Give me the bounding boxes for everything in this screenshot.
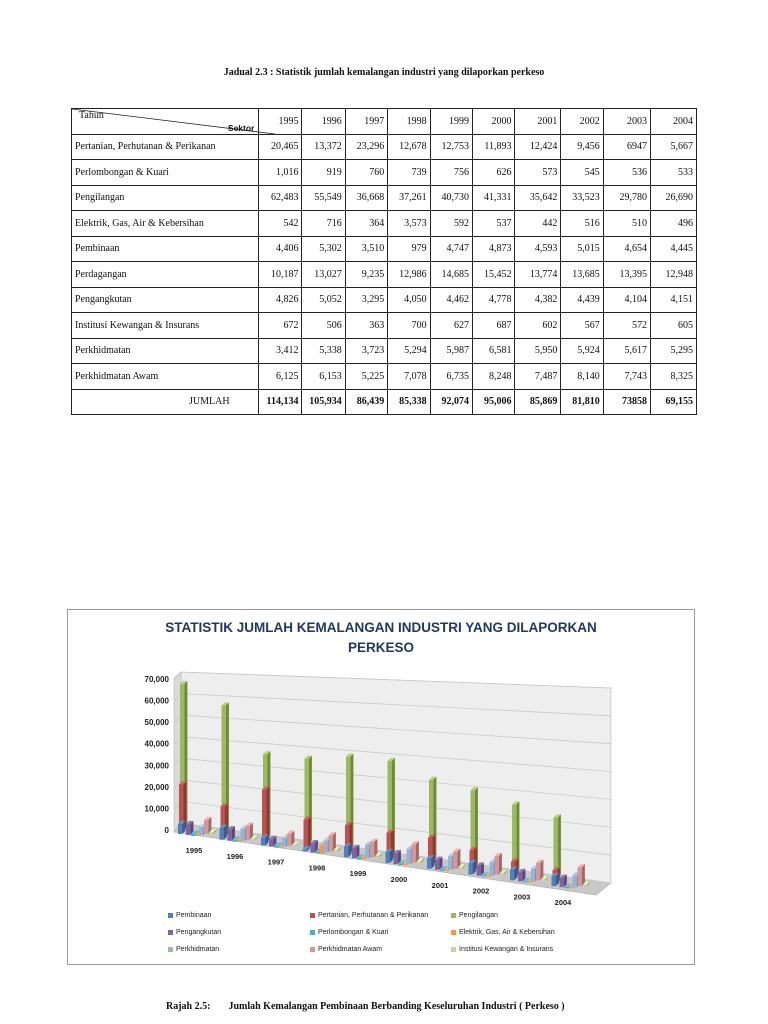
bar <box>440 869 444 870</box>
bar <box>477 866 481 876</box>
legend-swatch <box>310 913 315 918</box>
legend-swatch <box>451 947 456 952</box>
year-header-2003: 2003 <box>603 109 650 135</box>
x-tick-label: 1998 <box>308 863 326 873</box>
y-tick-label: 0 <box>164 826 169 835</box>
bar <box>278 847 282 848</box>
y-tick-label: 50,000 <box>144 718 169 728</box>
x-tick-label: 1995 <box>185 846 203 855</box>
table-cell: 9,235 <box>345 262 387 288</box>
bar <box>500 873 504 874</box>
legend-label: Pengilangan <box>459 912 498 919</box>
table-cell: 40,730 <box>430 185 472 211</box>
table-cell: 12,678 <box>388 134 430 160</box>
table-cell: 5,338 <box>302 338 345 364</box>
table-cell: 3,510 <box>345 236 387 262</box>
bar <box>482 875 486 876</box>
bar <box>344 846 348 857</box>
bar <box>527 881 531 882</box>
x-tick-label: 1996 <box>226 851 244 861</box>
bar-side <box>582 864 585 886</box>
table-cell: 510 <box>603 211 650 237</box>
total-cell: 86,439 <box>345 389 387 415</box>
table-cell: 605 <box>651 313 697 339</box>
table-cell: 29,780 <box>603 185 650 211</box>
bar <box>233 840 237 842</box>
figure-caption-label: Rajah 2.5: <box>166 1001 211 1012</box>
bar <box>311 843 315 852</box>
total-row <box>72 389 697 415</box>
bar <box>228 829 232 840</box>
total-cell: 85,338 <box>388 389 430 415</box>
table-cell: 12,753 <box>430 134 472 160</box>
bar <box>458 867 462 868</box>
corner-label-year: Tahun <box>79 110 104 121</box>
table-cell: 20,465 <box>259 134 302 160</box>
table-cell: 4,593 <box>515 236 561 262</box>
bar <box>495 856 499 874</box>
table-cell: 8,248 <box>473 364 515 390</box>
total-cell: 92,074 <box>430 389 472 415</box>
table-cell: 13,027 <box>302 262 345 288</box>
table-cell: 5,295 <box>651 338 697 364</box>
table-cell: 33,523 <box>561 185 603 211</box>
bar <box>417 861 421 863</box>
table-cell: 3,573 <box>388 211 430 237</box>
bar <box>329 835 333 851</box>
table-cell: 8,325 <box>651 364 697 390</box>
y-tick-label: 20,000 <box>144 782 169 792</box>
legend-swatch <box>451 930 456 935</box>
bar <box>531 869 535 882</box>
table-cell: 7,743 <box>603 364 650 390</box>
table-cell: 4,747 <box>430 236 472 262</box>
legend-item <box>310 929 388 936</box>
legend-item <box>168 912 211 919</box>
table-cell: 5,052 <box>302 287 345 313</box>
legend-item <box>168 946 219 953</box>
table-cell: 4,406 <box>259 236 302 262</box>
table-cell: 5,617 <box>603 338 650 364</box>
table-cell: 3,723 <box>345 338 387 364</box>
bar <box>237 840 241 842</box>
bar <box>453 852 457 869</box>
table-cell: 687 <box>473 313 515 339</box>
table-cell: 62,483 <box>259 185 302 211</box>
table-cell: 567 <box>561 313 603 339</box>
y-tick-label: 10,000 <box>144 804 169 814</box>
bar <box>287 834 291 846</box>
bar <box>486 875 490 876</box>
bar <box>303 849 307 851</box>
table-cell: 4,873 <box>473 236 515 262</box>
table-cell: 13,395 <box>603 262 650 288</box>
table-cell: 11,893 <box>473 134 515 160</box>
table-cell: 5,294 <box>388 338 430 364</box>
bar <box>375 856 379 857</box>
chart-title-line1: STATISTIK JUMLAH KEMALANGAN INDUSTRI YANG DILAPORKAN <box>165 620 597 635</box>
bar <box>320 845 324 853</box>
table-cell: 23,296 <box>345 134 387 160</box>
table-cell: 4,445 <box>651 236 697 262</box>
bar <box>370 842 374 857</box>
year-header-1996: 1996 <box>302 109 345 135</box>
legend-label: Pengangkutan <box>176 929 222 936</box>
bar <box>195 835 199 836</box>
table-cell: 13,372 <box>302 134 345 160</box>
bar <box>536 863 540 881</box>
table-row <box>72 364 697 390</box>
table-cell: 3,295 <box>345 287 387 313</box>
3d-bar-chart <box>68 610 694 964</box>
table-cell: 542 <box>259 211 302 237</box>
bar <box>541 879 545 880</box>
x-tick-label: 2000 <box>390 875 408 884</box>
chart-frame <box>67 609 695 965</box>
table-cell: 363 <box>345 313 387 339</box>
bar <box>510 870 514 881</box>
table-cell: 12,986 <box>388 262 430 288</box>
total-cell: 73858 <box>603 389 650 415</box>
sector-name: Pengilangan <box>72 185 259 211</box>
year-header-2000: 2000 <box>473 109 515 135</box>
bar <box>304 820 308 849</box>
x-tick-label: 2004 <box>554 898 572 908</box>
table-cell: 6947 <box>603 134 650 160</box>
accident-statistics-table <box>71 108 697 415</box>
table-cell: 7,078 <box>388 364 430 390</box>
bar <box>246 826 250 840</box>
bar <box>444 870 448 871</box>
bar <box>199 827 203 835</box>
table-row <box>72 211 697 237</box>
total-cell: 81,810 <box>561 389 603 415</box>
sector-name: Perkhidmatan Awam <box>72 364 259 390</box>
table-cell: 6,125 <box>259 364 302 390</box>
legend-label: Elektrik, Gas, Air & Kebersihan <box>459 929 555 936</box>
table-cell: 626 <box>473 160 515 186</box>
table-row <box>72 185 697 211</box>
table-cell: 13,774 <box>515 262 561 288</box>
y-tick-label: 30,000 <box>144 761 169 771</box>
table-cell: 442 <box>515 211 561 237</box>
legend-swatch <box>168 947 173 952</box>
legend-swatch <box>310 930 315 935</box>
y-tick-label: 60,000 <box>144 696 169 706</box>
sector-name: Pembinaan <box>72 236 259 262</box>
bar <box>552 876 556 886</box>
table-cell: 13,685 <box>561 262 603 288</box>
table-cell: 979 <box>388 236 430 262</box>
table-cell: 700 <box>388 313 430 339</box>
table-cell: 919 <box>302 160 345 186</box>
table-cell: 4,826 <box>259 287 302 313</box>
bar-side <box>266 786 269 842</box>
x-tick-label: 1999 <box>349 869 367 879</box>
table-cell: 3,412 <box>259 338 302 364</box>
bar <box>220 828 224 840</box>
bar <box>403 864 407 865</box>
legend-item <box>451 946 553 953</box>
table-row <box>72 287 697 313</box>
legend-swatch <box>310 947 315 952</box>
bar <box>191 834 195 836</box>
table-cell: 4,050 <box>388 287 430 313</box>
table-cell: 4,151 <box>651 287 697 313</box>
legend-label: Perkhidmatan Awam <box>318 946 383 953</box>
table-cell: 41,331 <box>473 185 515 211</box>
bar <box>560 878 564 887</box>
table-cell: 5,667 <box>651 134 697 160</box>
table-cell: 4,654 <box>603 236 650 262</box>
bar-side <box>499 853 502 875</box>
table-cell: 7,487 <box>515 364 561 390</box>
table-cell: 4,382 <box>515 287 561 313</box>
table-cell: 37,261 <box>388 185 430 211</box>
legend-item <box>310 946 382 953</box>
table-cell: 10,187 <box>259 262 302 288</box>
table-cell: 6,735 <box>430 364 472 390</box>
bar <box>448 856 452 870</box>
table-header-row <box>72 109 697 135</box>
bar <box>518 872 522 881</box>
table-cell: 9,456 <box>561 134 603 160</box>
y-tick-label: 40,000 <box>144 739 169 749</box>
table-cell: 5,924 <box>561 338 603 364</box>
table-cell: 5,225 <box>345 364 387 390</box>
bar <box>209 832 213 834</box>
sector-name: Institusi Kewangan & Insurans <box>72 313 259 339</box>
bar <box>274 846 278 848</box>
table-cell: 537 <box>473 211 515 237</box>
bar <box>316 852 320 854</box>
total-label: JUMLAH <box>72 389 259 415</box>
sector-name: Perdagangan <box>72 262 259 288</box>
bar <box>282 838 286 846</box>
table-cell: 516 <box>561 211 603 237</box>
bar <box>361 858 365 859</box>
table-cell: 1,016 <box>259 160 302 186</box>
table-cell: 8,140 <box>561 364 603 390</box>
legend-swatch <box>168 913 173 918</box>
table-cell: 627 <box>430 313 472 339</box>
total-cell: 95,006 <box>473 389 515 415</box>
bar <box>469 863 473 874</box>
year-header-1998: 1998 <box>388 109 430 135</box>
bar <box>324 840 328 852</box>
table-cell: 496 <box>651 211 697 237</box>
total-cell: 85,869 <box>515 389 561 415</box>
bar-side <box>308 816 311 848</box>
bar <box>399 864 403 865</box>
legend-item <box>310 912 428 919</box>
table-cell: 364 <box>345 211 387 237</box>
legend-label: Pertanian, Perhutanan & Perikanan <box>318 912 429 919</box>
table-cell: 4,462 <box>430 287 472 313</box>
bar <box>427 858 431 868</box>
table-cell: 602 <box>515 313 561 339</box>
bar <box>578 867 582 886</box>
table-cell: 6,581 <box>473 338 515 364</box>
bar <box>583 885 587 886</box>
legend-label: Perlombongan & Kuari <box>318 929 389 936</box>
total-cell: 69,155 <box>651 389 697 415</box>
bar <box>394 853 398 864</box>
table-cell: 545 <box>561 160 603 186</box>
x-tick-label: 2002 <box>472 886 490 896</box>
table-cell: 506 <box>302 313 345 339</box>
bar <box>569 887 573 888</box>
table-row <box>72 338 697 364</box>
bar <box>490 862 494 875</box>
table-cell: 35,642 <box>515 185 561 211</box>
table-cell: 5,950 <box>515 338 561 364</box>
table-cell: 12,948 <box>651 262 697 288</box>
bar <box>565 887 569 888</box>
table-cell: 12,424 <box>515 134 561 160</box>
legend-label: Pembinaan <box>176 912 212 919</box>
bar <box>407 849 411 864</box>
sector-name: Perkhidmatan <box>72 338 259 364</box>
legend-item <box>168 929 221 936</box>
table-cell: 573 <box>515 160 561 186</box>
bar <box>204 820 208 834</box>
corner-label-sector: Sektor <box>227 122 255 133</box>
bar <box>357 857 361 859</box>
sector-name: Elektrik, Gas, Air & Kebersihan <box>72 211 259 237</box>
bar <box>269 839 273 846</box>
year-header-2001: 2001 <box>515 109 561 135</box>
bar <box>292 845 296 846</box>
figure-caption-text: Jumlah Kemalangan Pembinaan Berbanding Keseluruhan Industri ( Perkeso ) <box>228 1001 565 1012</box>
year-header-2004: 2004 <box>651 109 697 135</box>
table-cell: 36,668 <box>345 185 387 211</box>
bar <box>435 860 439 870</box>
table-cell: 6,153 <box>302 364 345 390</box>
year-header-1997: 1997 <box>345 109 387 135</box>
table-cell: 5,015 <box>561 236 603 262</box>
x-tick-label: 2003 <box>513 892 531 902</box>
bar <box>523 881 527 882</box>
table-cell: 672 <box>259 313 302 339</box>
table-cell: 5,302 <box>302 236 345 262</box>
x-tick-label: 1997 <box>267 857 285 867</box>
table-cell: 592 <box>430 211 472 237</box>
table-cell: 4,778 <box>473 287 515 313</box>
sector-name: Perlombongan & Kuari <box>72 160 259 186</box>
table-corner-cell <box>72 109 259 135</box>
sector-name: Pertanian, Perhutanan & Perikanan <box>72 134 259 160</box>
total-cell: 114,134 <box>259 389 302 415</box>
chart-title-line2: PERKESO <box>347 640 415 655</box>
table-cell: 55,549 <box>302 185 345 211</box>
table-cell: 572 <box>603 313 650 339</box>
bar <box>186 824 190 835</box>
bar <box>241 829 245 841</box>
bar <box>261 838 265 846</box>
year-header-2002: 2002 <box>561 109 603 135</box>
table-cell: 756 <box>430 160 472 186</box>
year-header-1995: 1995 <box>259 109 302 135</box>
bar <box>334 850 338 852</box>
legend-label: Perkhidmatan <box>176 946 220 953</box>
legend-item <box>451 929 555 936</box>
bar <box>352 848 356 858</box>
legend-item <box>451 912 498 919</box>
table-cell: 533 <box>651 160 697 186</box>
table-cell: 5,987 <box>430 338 472 364</box>
table-caption: Jadual 2.3 : Statistik jumlah kemalangan industri yang dilaporkan perkeso <box>223 67 545 78</box>
table-row <box>72 160 697 186</box>
table-cell: 760 <box>345 160 387 186</box>
table-row <box>72 236 697 262</box>
year-header-1999: 1999 <box>430 109 472 135</box>
legend-label: Institusi Kewangan & Insurans <box>459 946 554 953</box>
y-tick-label: 70,000 <box>144 675 169 684</box>
bar <box>365 845 369 859</box>
table-cell: 739 <box>388 160 430 186</box>
table-row <box>72 134 697 160</box>
table-cell: 26,690 <box>651 185 697 211</box>
total-cell: 105,934 <box>302 389 345 415</box>
table-row <box>72 262 697 288</box>
bar <box>251 839 255 840</box>
bar <box>412 844 416 863</box>
table-cell: 15,452 <box>473 262 515 288</box>
bar <box>386 852 390 863</box>
table-cell: 716 <box>302 211 345 237</box>
x-tick-label: 2001 <box>431 880 449 890</box>
table-cell: 4,439 <box>561 287 603 313</box>
sector-name: Pengangkutan <box>72 287 259 313</box>
legend-swatch <box>168 930 173 935</box>
bar <box>178 824 182 834</box>
bar <box>573 875 577 887</box>
table-cell: 4,104 <box>603 287 650 313</box>
figure-caption <box>166 1001 565 1012</box>
table-row <box>72 313 697 339</box>
table-cell: 536 <box>603 160 650 186</box>
legend-swatch <box>451 913 456 918</box>
table-cell: 14,685 <box>430 262 472 288</box>
